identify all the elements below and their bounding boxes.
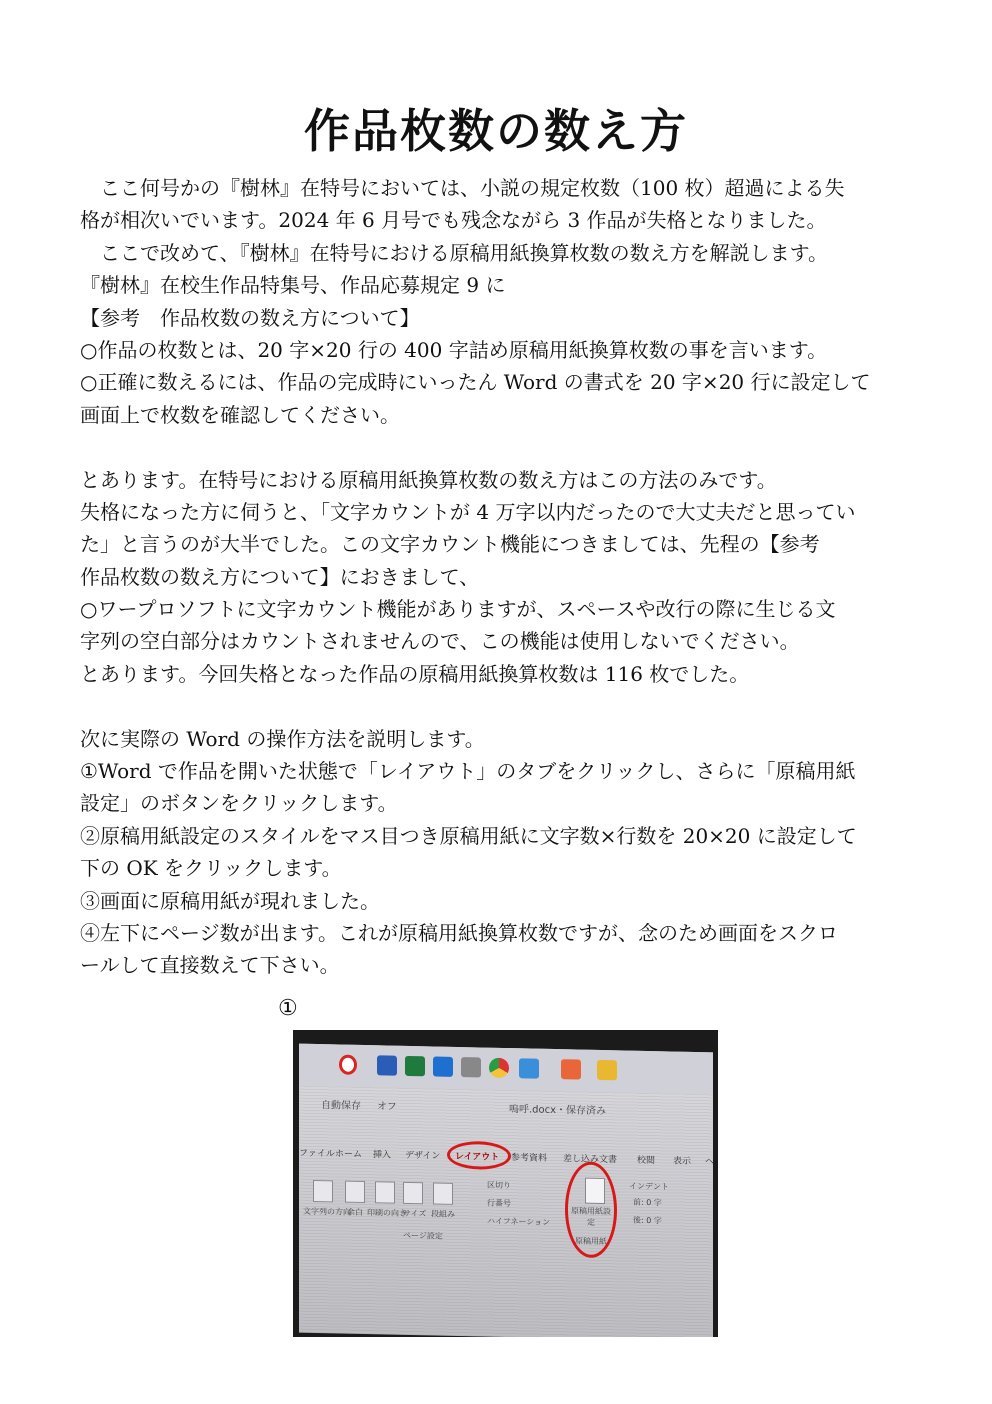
autosave-toggle[interactable]: オフ bbox=[377, 1101, 397, 1113]
orientation-icon[interactable] bbox=[375, 1181, 395, 1203]
paragraph-line: ①Word で作品を開いた状態で「レイアウト」のタブをクリックし、さらに「原稿用紙 bbox=[80, 759, 856, 784]
indent-after-field[interactable]: 後: 0 字 bbox=[633, 1215, 662, 1226]
tab-view[interactable]: 表示 bbox=[673, 1156, 692, 1167]
figure-label: ① bbox=[278, 996, 298, 1021]
taskbar bbox=[299, 1044, 713, 1095]
blank-line bbox=[80, 431, 930, 463]
line-numbers-button[interactable]: 行番号 bbox=[487, 1198, 511, 1209]
genko-group-label: 原稿用紙 bbox=[575, 1236, 607, 1247]
margins-label: 余白 bbox=[347, 1207, 363, 1218]
paragraph-line: ②原稿用紙設定のスタイルをマス目つき原稿用紙に文字数×行数を 20×20 に設定して bbox=[80, 823, 857, 848]
paragraph-line: とあります。在特号における原稿用紙換算枚数の数え方はこの方法のみです。 bbox=[80, 467, 777, 492]
paragraph-line: 下の OK をクリックします。 bbox=[80, 856, 342, 881]
columns-label: 段組み bbox=[431, 1209, 455, 1219]
opera-icon bbox=[339, 1055, 357, 1075]
paragraph-line: ここで改めて、『樹林』在特号における原稿用紙換算枚数の数え方を解説します。 bbox=[80, 240, 828, 265]
paragraph-line: ④左下にページ数が出ます。これが原稿用紙換算枚数ですが、念のため画面をスクロ bbox=[80, 920, 838, 945]
text-direction-label: 文字列の方向 bbox=[303, 1206, 351, 1217]
paragraph-line: 失格になった方に伺うと、「文字カウントが 4 万字以内だったので大丈夫だと思ってい bbox=[80, 499, 856, 524]
paragraph-line: ○ワープロソフトに文字カウント機能がありますが、スペースや改行の際に生じる文 bbox=[80, 597, 836, 622]
tab-review[interactable]: 校閲 bbox=[637, 1155, 656, 1167]
word-title-bar bbox=[299, 1092, 713, 1123]
columns-icon[interactable] bbox=[433, 1182, 453, 1204]
paragraph-line: 次に実際の Word の操作方法を説明します。 bbox=[80, 726, 485, 751]
paragraph-line: 字列の空白部分はカウントされませんので、この機能は使用しないでください。 bbox=[80, 629, 800, 654]
body-text bbox=[80, 172, 930, 982]
folder-icon bbox=[597, 1060, 617, 1080]
paragraph-line: 【参考 作品枚数の数え方について】 bbox=[80, 305, 420, 330]
paragraph-line: ③画面に原稿用紙が現れました。 bbox=[80, 888, 380, 913]
tab-more[interactable]: ヘ bbox=[705, 1157, 715, 1168]
tab-design[interactable]: デザイン bbox=[405, 1150, 441, 1162]
paragraph-line: 画面上で枚数を確認してください。 bbox=[80, 402, 400, 427]
paragraph-line: ここ何号かの『樹林』在特号においては、小説の規定枚数（100 枚）超過による失 bbox=[80, 176, 845, 200]
photos-icon bbox=[519, 1058, 539, 1078]
paragraph-line: 作品枚数の数え方について】におきまして、 bbox=[80, 564, 480, 589]
paragraph-line: ールして直接数えて下さい。 bbox=[80, 953, 340, 978]
paragraph-line: 格が相次いでいます。2024 年 6 月号でも残念ながら 3 作品が失格となりました。 bbox=[80, 208, 827, 233]
paragraph-line: 設定」のボタンをクリックします。 bbox=[80, 791, 398, 816]
size-icon[interactable] bbox=[403, 1182, 423, 1204]
excel-app-icon bbox=[405, 1056, 425, 1076]
size-label: サイズ bbox=[403, 1208, 427, 1219]
hyphenation-button[interactable]: ハイフネーション bbox=[487, 1216, 551, 1227]
blank-line bbox=[80, 690, 930, 722]
mail-icon bbox=[433, 1056, 453, 1076]
tab-file[interactable]: ファイル bbox=[299, 1148, 335, 1160]
breaks-button[interactable]: 区切り bbox=[487, 1180, 511, 1191]
orientation-label: 印刷の向き bbox=[367, 1208, 407, 1218]
paragraph-line: とあります。今回失格となった作品の原稿用紙換算枚数は 116 枚でした。 bbox=[80, 661, 750, 686]
photo-editor-icon bbox=[561, 1059, 581, 1079]
tab-layout[interactable]: レイアウト bbox=[455, 1151, 500, 1163]
margins-icon[interactable] bbox=[345, 1181, 365, 1203]
page-setup-group-label: ページ設定 bbox=[403, 1230, 443, 1241]
tab-mailings[interactable]: 差し込み文書 bbox=[563, 1154, 618, 1166]
autosave-label: 自動保存 bbox=[321, 1100, 361, 1112]
genko-setup-highlight bbox=[565, 1161, 617, 1258]
paragraph-line: 『樹林』在校生作品特集号、作品応募規定 9 に bbox=[80, 273, 506, 298]
paragraph-line: た」と言うのが大半でした。この文字カウント機能につきましては、先程の【参考 bbox=[80, 532, 820, 557]
tab-home[interactable]: ホーム bbox=[335, 1149, 363, 1160]
indent-label: インデント bbox=[629, 1181, 669, 1192]
store-icon bbox=[461, 1057, 481, 1077]
word-screenshot-photo bbox=[293, 1030, 718, 1337]
genko-setup-button[interactable]: 原稿用紙設定 bbox=[571, 1206, 611, 1227]
document-filename: 嗚呼.docx・保存済み bbox=[509, 1104, 607, 1118]
indent-before-field[interactable]: 前: 0 字 bbox=[633, 1197, 662, 1208]
chrome-icon bbox=[489, 1058, 509, 1078]
word-app-icon bbox=[377, 1055, 397, 1075]
paragraph-line: ○作品の枚数とは、20 字×20 行の 400 字詰め原稿用紙換算枚数の事を言います。 bbox=[80, 337, 828, 362]
tab-insert[interactable]: 挿入 bbox=[373, 1150, 392, 1161]
paragraph-line: ○正確に数えるには、作品の完成時にいったん Word の書式を 20 字×20 行に設定して bbox=[80, 370, 871, 395]
text-direction-icon[interactable] bbox=[313, 1180, 333, 1202]
tab-references[interactable]: 参考資料 bbox=[511, 1153, 548, 1164]
page-title: 作品枚数の数え方 bbox=[304, 104, 688, 158]
monitor-screen bbox=[299, 1044, 713, 1337]
